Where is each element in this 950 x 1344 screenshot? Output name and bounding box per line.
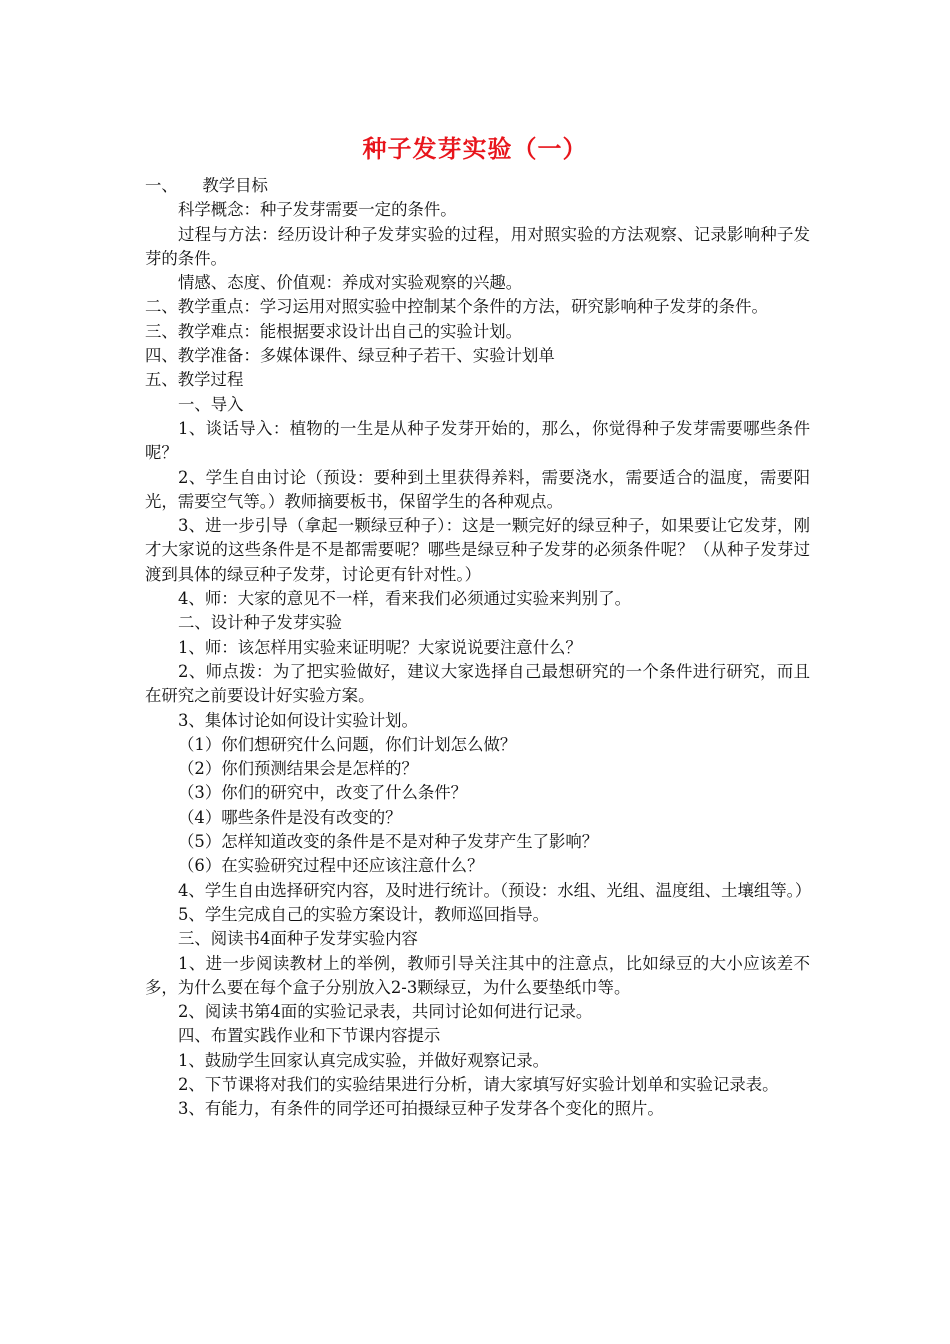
paragraph: （2）你们预测结果会是怎样的？ [178, 759, 418, 779]
paragraph: 2、下节课将对我们的实验结果进行分析，请大家填写好实验计划单和实验记录表。 [178, 1074, 779, 1094]
paragraph: 4、师：大家的意见不一样，看来我们必须通过实验来判别了。 [178, 589, 631, 609]
paragraph: （3）你们的研究中，改变了什么条件？ [178, 783, 468, 803]
paragraph: （1）你们想研究什么问题，你们计划怎么做？ [178, 734, 517, 754]
paragraph: （6）在实验研究过程中还应该注意什么？ [178, 856, 484, 876]
paragraph: 三、阅读书4面种子发芽实验内容 [178, 929, 418, 949]
paragraph: 情感、态度、价值观：养成对实验观察的兴趣。 [178, 273, 523, 293]
paragraph: 1、师：该怎样用实验来证明呢？大家说说要注意什么？ [178, 637, 582, 657]
paragraph: 一、导入 [178, 394, 244, 414]
paragraph: 4、学生自由选择研究内容，及时进行统计。（预设：水组、光组、温度组、土壤组等。） [178, 880, 812, 900]
paragraph: 3、进一步引导（拿起一颗绿豆种子）：这是一颗完好的绿豆种子，如果要让它发芽，刚才大家说的这些条件是不是都需要呢？哪些是绿豆种子发芽的必须条件呢？（从种子发芽过渡到具体的绿豆种子发芽，讨论更有针对性。） [145, 516, 810, 584]
paragraph: 3、有能力，有条件的同学还可拍摄绿豆种子发芽各个变化的照片。 [178, 1099, 664, 1119]
paragraph: 过程与方法：经历设计种子发芽实验的过程，用对照实验的方法观察、记录影响种子发芽的条件。 [145, 224, 810, 268]
paragraph: 科学概念：种子发芽需要一定的条件。 [178, 200, 457, 220]
paragraph: 2、学生自由讨论（预设：要种到土里获得养料，需要浇水，需要适合的温度，需要阳光，需要空气等。）教师摘要板书，保留学生的各种观点。 [145, 467, 810, 511]
paragraph: 二、教学重点：学习运用对照实验中控制某个条件的方法，研究影响种子发芽的条件。 [145, 297, 768, 317]
paragraph: 3、集体讨论如何设计实验计划。 [178, 710, 418, 730]
paragraph: 5、学生完成自己的实验方案设计，教师巡回指导。 [178, 904, 550, 924]
document-title: 种子发芽实验（一） [362, 134, 588, 163]
paragraph: 四、教学准备：多媒体课件、绿豆种子若干、实验计划单 [145, 346, 555, 366]
paragraph: 1、进一步阅读教材上的举例，教师引导关注其中的注意点，比如绿豆的大小应该差不多，为什么要在每个盒子分别放入2-3颗绿豆，为什么要垫纸巾等。 [145, 953, 810, 997]
paragraph: 二、设计种子发芽实验 [178, 613, 342, 633]
paragraph: 1、谈话导入：植物的一生是从种子发芽开始的，那么，你觉得种子发芽需要哪些条件呢？ [145, 418, 810, 463]
paragraph: 2、阅读书第4面的实验记录表，共同讨论如何进行记录。 [178, 1002, 593, 1022]
paragraph: 五、教学过程 [145, 370, 244, 390]
paragraph: 一、 教学目标 [145, 176, 268, 195]
paragraph: （4）哪些条件是没有改变的？ [178, 807, 402, 827]
document-body [145, 174, 810, 1122]
paragraph: 四、布置实践作业和下节课内容提示 [178, 1026, 441, 1046]
paragraph: （5）怎样知道改变的条件是不是对种子发芽产生了影响？ [178, 832, 599, 852]
paragraph: 2、师点拨：为了把实验做好，建议大家选择自己最想研究的一个条件进行研究，而且在研究之前要设计好实验方案。 [145, 661, 810, 706]
paragraph: 三、教学难点：能根据要求设计出自己的实验计划。 [145, 321, 522, 341]
paragraph: 1、鼓励学生回家认真完成实验，并做好观察记录。 [178, 1050, 550, 1070]
